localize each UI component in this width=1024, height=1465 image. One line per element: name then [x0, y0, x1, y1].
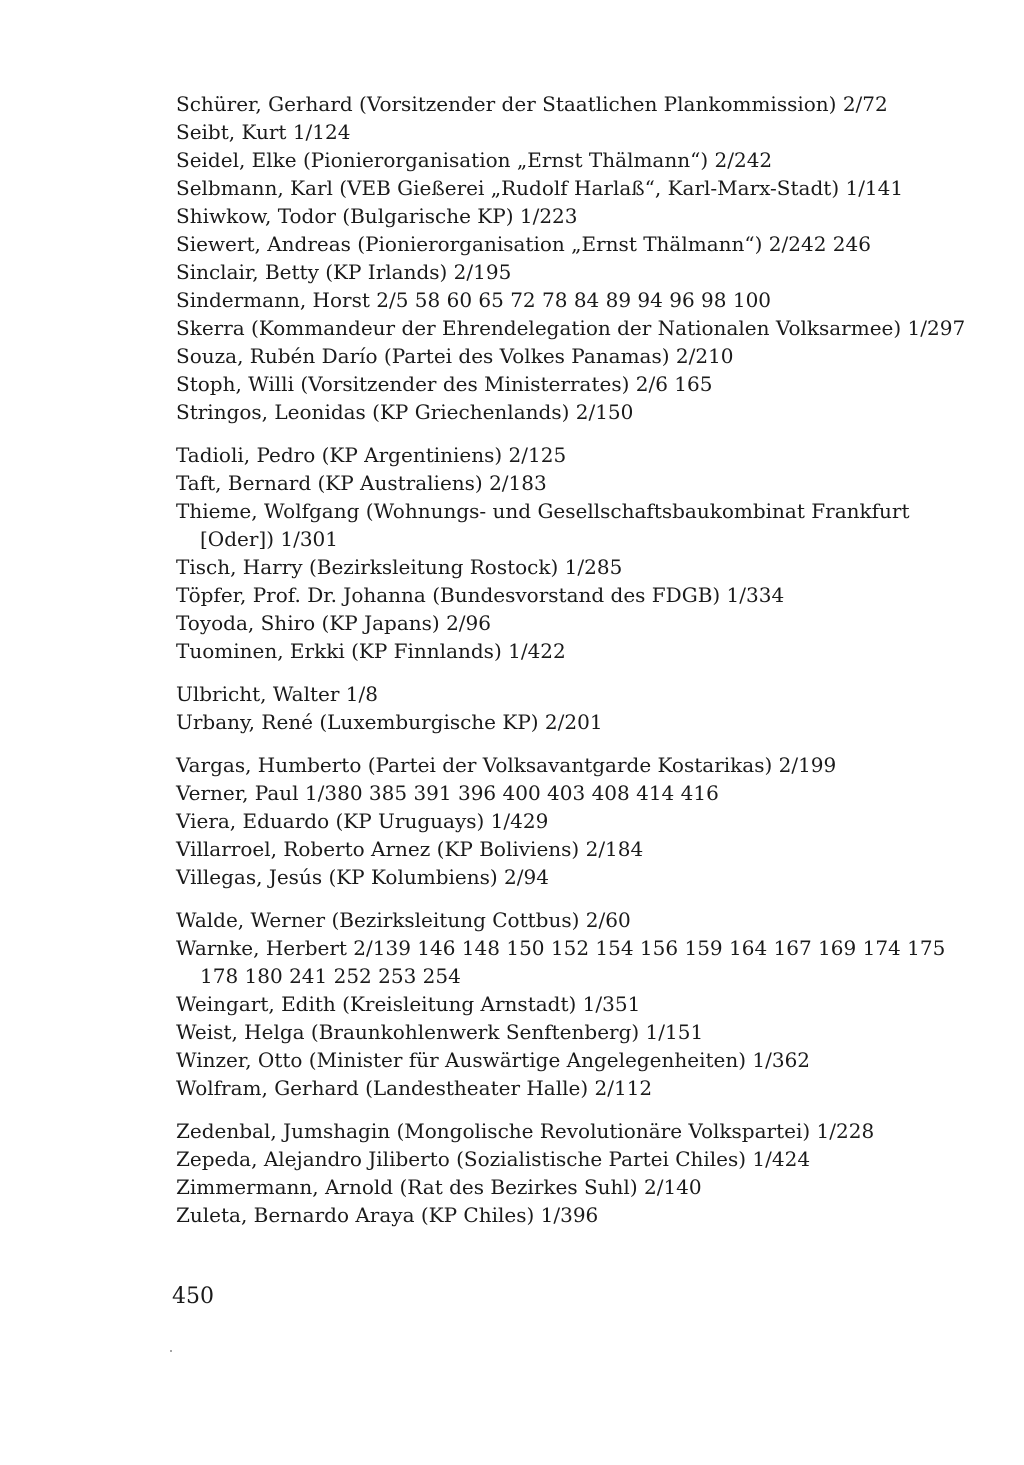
index-entry: Ulbricht, Walter 1/8 [176, 682, 378, 706]
index-group-v [176, 751, 966, 891]
index-entry: Souza, Rubén Darío (Partei des Volkes Panamas) 2/210 [176, 344, 734, 368]
index-entry: Seidel, Elke (Pionierorganisation „Ernst Thälmann“) 2/242 [176, 148, 773, 172]
index-entry: Winzer, Otto (Minister für Auswärtige Angelegenheiten) 1/362 [176, 1048, 811, 1072]
index-entry: Walde, Werner (Bezirksleitung Cottbus) 2/60 [176, 908, 631, 932]
page-number: 450 [172, 1284, 214, 1309]
index-entry: Urbany, René (Luxemburgische KP) 2/201 [176, 710, 603, 734]
index-entry: Sindermann, Horst 2/5 58 60 65 72 78 84 89 94 96 98 100 [176, 288, 772, 312]
index-entry: Taft, Bernard (KP Australiens) 2/183 [176, 471, 547, 495]
index-entry: Selbmann, Karl (VEB Gießerei „Rudolf Harlaß“, Karl-Marx-Stadt) 1/141 [176, 176, 904, 200]
index-entry: Weist, Helga (Braunkohlenwerk Senftenberg) 1/151 [176, 1020, 704, 1044]
index-entry: Villegas, Jesús (KP Kolumbiens) 2/94 [176, 865, 549, 889]
index-entry: Warnke, Herbert 2/139 146 148 150 152 154 156 159 164 167 169 174 175 178 180 241 252 253 254 [176, 936, 946, 988]
index-group-w [176, 906, 966, 1102]
name-index [176, 90, 966, 1244]
index-entry: Schürer, Gerhard (Vorsitzender der Staatlichen Plankommission) 2/72 [176, 92, 888, 116]
index-group-z [176, 1117, 966, 1229]
index-entry: Seibt, Kurt 1/124 [176, 120, 351, 144]
index-entry: Zimmermann, Arnold (Rat des Bezirkes Suhl) 2/140 [176, 1175, 702, 1199]
index-entry: Stoph, Willi (Vorsitzender des Ministerrates) 2/6 165 [176, 372, 713, 396]
index-entry: Weingart, Edith (Kreisleitung Arnstadt) 1/351 [176, 992, 641, 1016]
index-entry: Shiwkow, Todor (Bulgarische KP) 1/223 [176, 204, 578, 228]
index-entry: Verner, Paul 1/380 385 391 396 400 403 408 414 416 [176, 781, 719, 805]
index-entry: Stringos, Leonidas (KP Griechenlands) 2/150 [176, 400, 634, 424]
index-entry: Tadioli, Pedro (KP Argentiniens) 2/125 [176, 443, 567, 467]
index-entry: Zepeda, Alejandro Jiliberto (Sozialistische Partei Chiles) 1/424 [176, 1147, 811, 1171]
index-entry: Tisch, Harry (Bezirksleitung Rostock) 1/285 [176, 555, 623, 579]
index-entry: Wolfram, Gerhard (Landestheater Halle) 2/112 [176, 1076, 653, 1100]
index-group-u [176, 680, 966, 736]
index-entry: Sinclair, Betty (KP Irlands) 2/195 [176, 260, 512, 284]
index-group-s [176, 90, 966, 426]
index-entry: Zuleta, Bernardo Araya (KP Chiles) 1/396 [176, 1203, 599, 1227]
index-entry: Skerra (Kommandeur der Ehrendelegation der Nationalen Volksarmee) 1/297 [176, 316, 966, 340]
scan-speck [170, 1350, 172, 1352]
index-group-t [176, 441, 966, 665]
index-entry: Thieme, Wolfgang (Wohnungs- und Gesellschaftsbaukombinat Frankfurt [Oder]) 1/301 [176, 499, 910, 551]
index-entry: Töpfer, Prof. Dr. Johanna (Bundesvorstand des FDGB) 1/334 [176, 583, 785, 607]
index-entry: Tuominen, Erkki (KP Finnlands) 1/422 [176, 639, 566, 663]
index-entry: Toyoda, Shiro (KP Japans) 2/96 [176, 611, 491, 635]
index-entry: Zedenbal, Jumshagin (Mongolische Revolutionäre Volkspartei) 1/228 [176, 1119, 875, 1143]
index-entry: Siewert, Andreas (Pionierorganisation „Ernst Thälmann“) 2/242 246 [176, 232, 871, 256]
index-entry: Villarroel, Roberto Arnez (KP Boliviens) 2/184 [176, 837, 644, 861]
index-entry: Vargas, Humberto (Partei der Volksavantgarde Kostarikas) 2/199 [176, 753, 837, 777]
index-entry: Viera, Eduardo (KP Uruguays) 1/429 [176, 809, 549, 833]
